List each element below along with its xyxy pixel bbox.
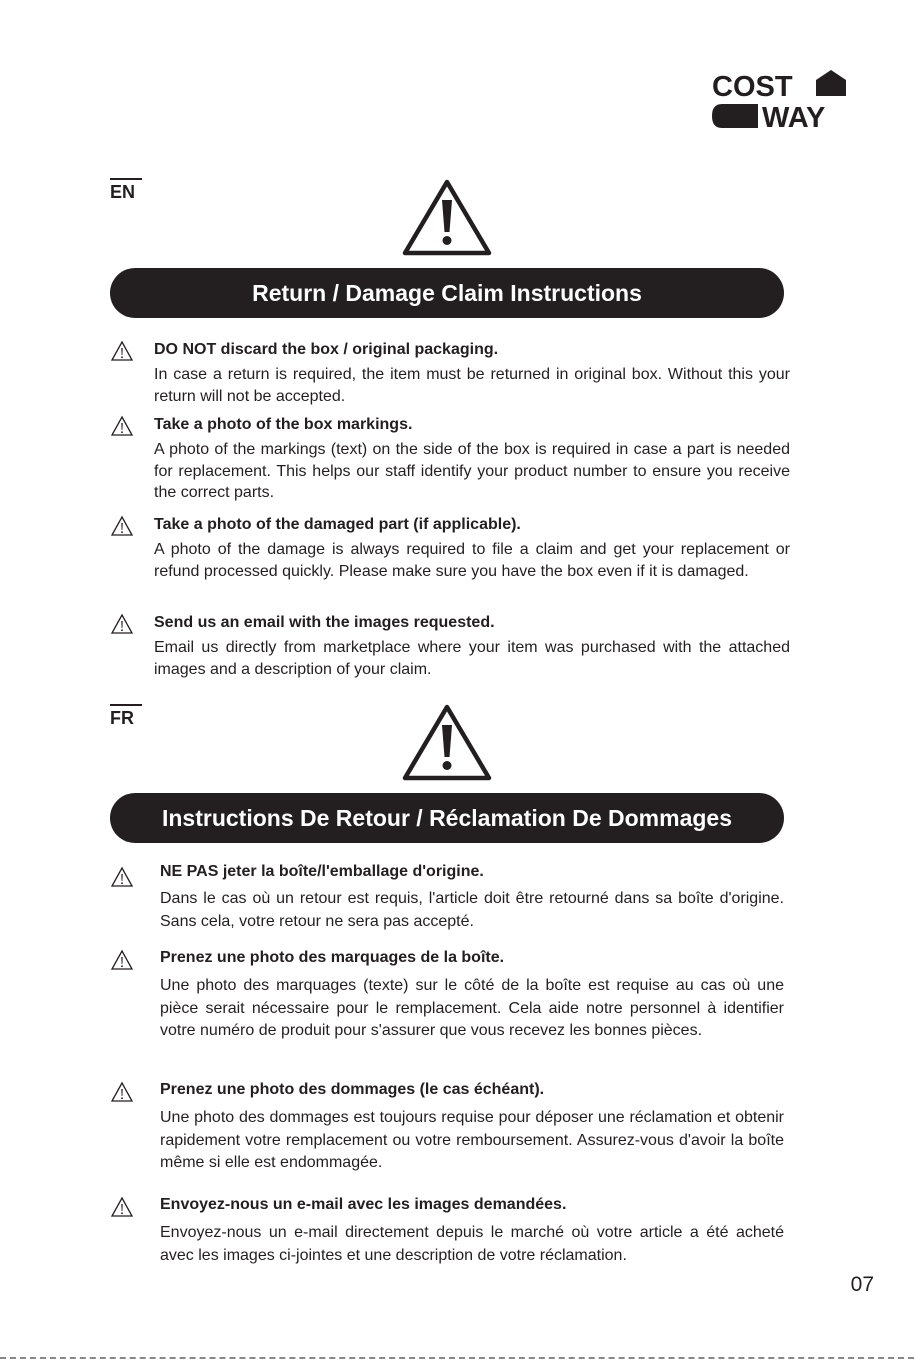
item-body: Une photo des marquages (texte) sur le côté de la boîte est requise au cas où une pièce serait nécessaire pour le remplacement. Cela aide notre personnel à identifier votre numéro de produit pour s'assurer que vous recevez les bonnes pièces. [160,977,784,1039]
caution-icon [110,515,134,537]
logo-tab-shape [712,104,758,128]
item-heading: Prenez une photo des dommages (le cas échéant). [160,1081,545,1098]
instruction-item [110,415,790,505]
lang-label-en: EN [110,178,142,202]
logo-bottom-text: WAY [762,102,826,130]
warning-icon [402,178,492,256]
costway-logo [712,70,846,130]
item-heading: Take a photo of the damaged part (if applicable). [154,516,521,533]
caution-icon [110,1081,134,1103]
lang-label-fr: FR [110,704,142,728]
caution-icon [110,613,134,635]
item-body: A photo of the markings (text) on the side of the box is required in case a part is needed for replacement. This helps our staff identify your product number to ensure you receive the correct parts. [154,441,790,501]
instruction-item [110,948,790,1066]
section-title-banner-en: Return / Damage Claim Instructions [110,268,784,318]
item-heading: Prenez une photo des marquages de la boîte. [160,949,505,966]
item-body: A photo of the damage is always required to file a claim and get your replacement or refund processed quickly. Please make sure you have the box even if it is damaged. [154,541,790,580]
item-heading: Send us an email with the images requested. [154,614,495,631]
caution-icon [110,340,134,362]
item-body: Dans le cas où un retour est requis, l'article doit être retourné dans sa boîte d'origine. Sans cela, votre retour ne sera pas accepté. [160,890,784,930]
item-heading: Take a photo of the box markings. [154,416,413,433]
section-title-banner-fr: Instructions De Retour / Réclamation De Dommages [110,793,784,843]
instruction-item [110,862,790,934]
item-heading: DO NOT discard the box / original packaging. [154,341,499,358]
caution-icon [110,1196,134,1218]
instruction-item [110,613,790,681]
item-heading: Envoyez-nous un e-mail avec les images demandées. [160,1196,567,1213]
logo-top-text: COST [712,71,793,103]
warning-icon [402,703,492,781]
caution-icon [110,415,134,437]
caution-icon [110,949,134,971]
item-body: Envoyez-nous un e-mail directement depuis le marché où votre article a été acheté avec les images ci-jointes et une description de votre réclamation. [160,1224,784,1264]
caution-icon [110,866,134,888]
item-heading: NE PAS jeter la boîte/l'emballage d'origine. [160,863,484,880]
item-body: Une photo des dommages est toujours requise pour déposer une réclamation et obtenir rapidement votre remplacement ou votre remboursement. Assurez-vous d'avoir la boîte même si elle est endommagée. [160,1109,784,1171]
instruction-item [110,515,790,605]
item-body: Email us directly from marketplace where your item was purchased with the attached images and a description of your claim. [154,639,790,678]
instruction-item [110,1080,790,1178]
instruction-item [110,1195,790,1271]
page-number: 07 [850,1273,874,1296]
logo-house-shape [816,70,846,96]
item-body: In case a return is required, the item must be returned in original box. Without this your return will not be accepted. [154,366,790,405]
page-bottom-rule [0,1357,914,1359]
instruction-item [110,340,790,406]
